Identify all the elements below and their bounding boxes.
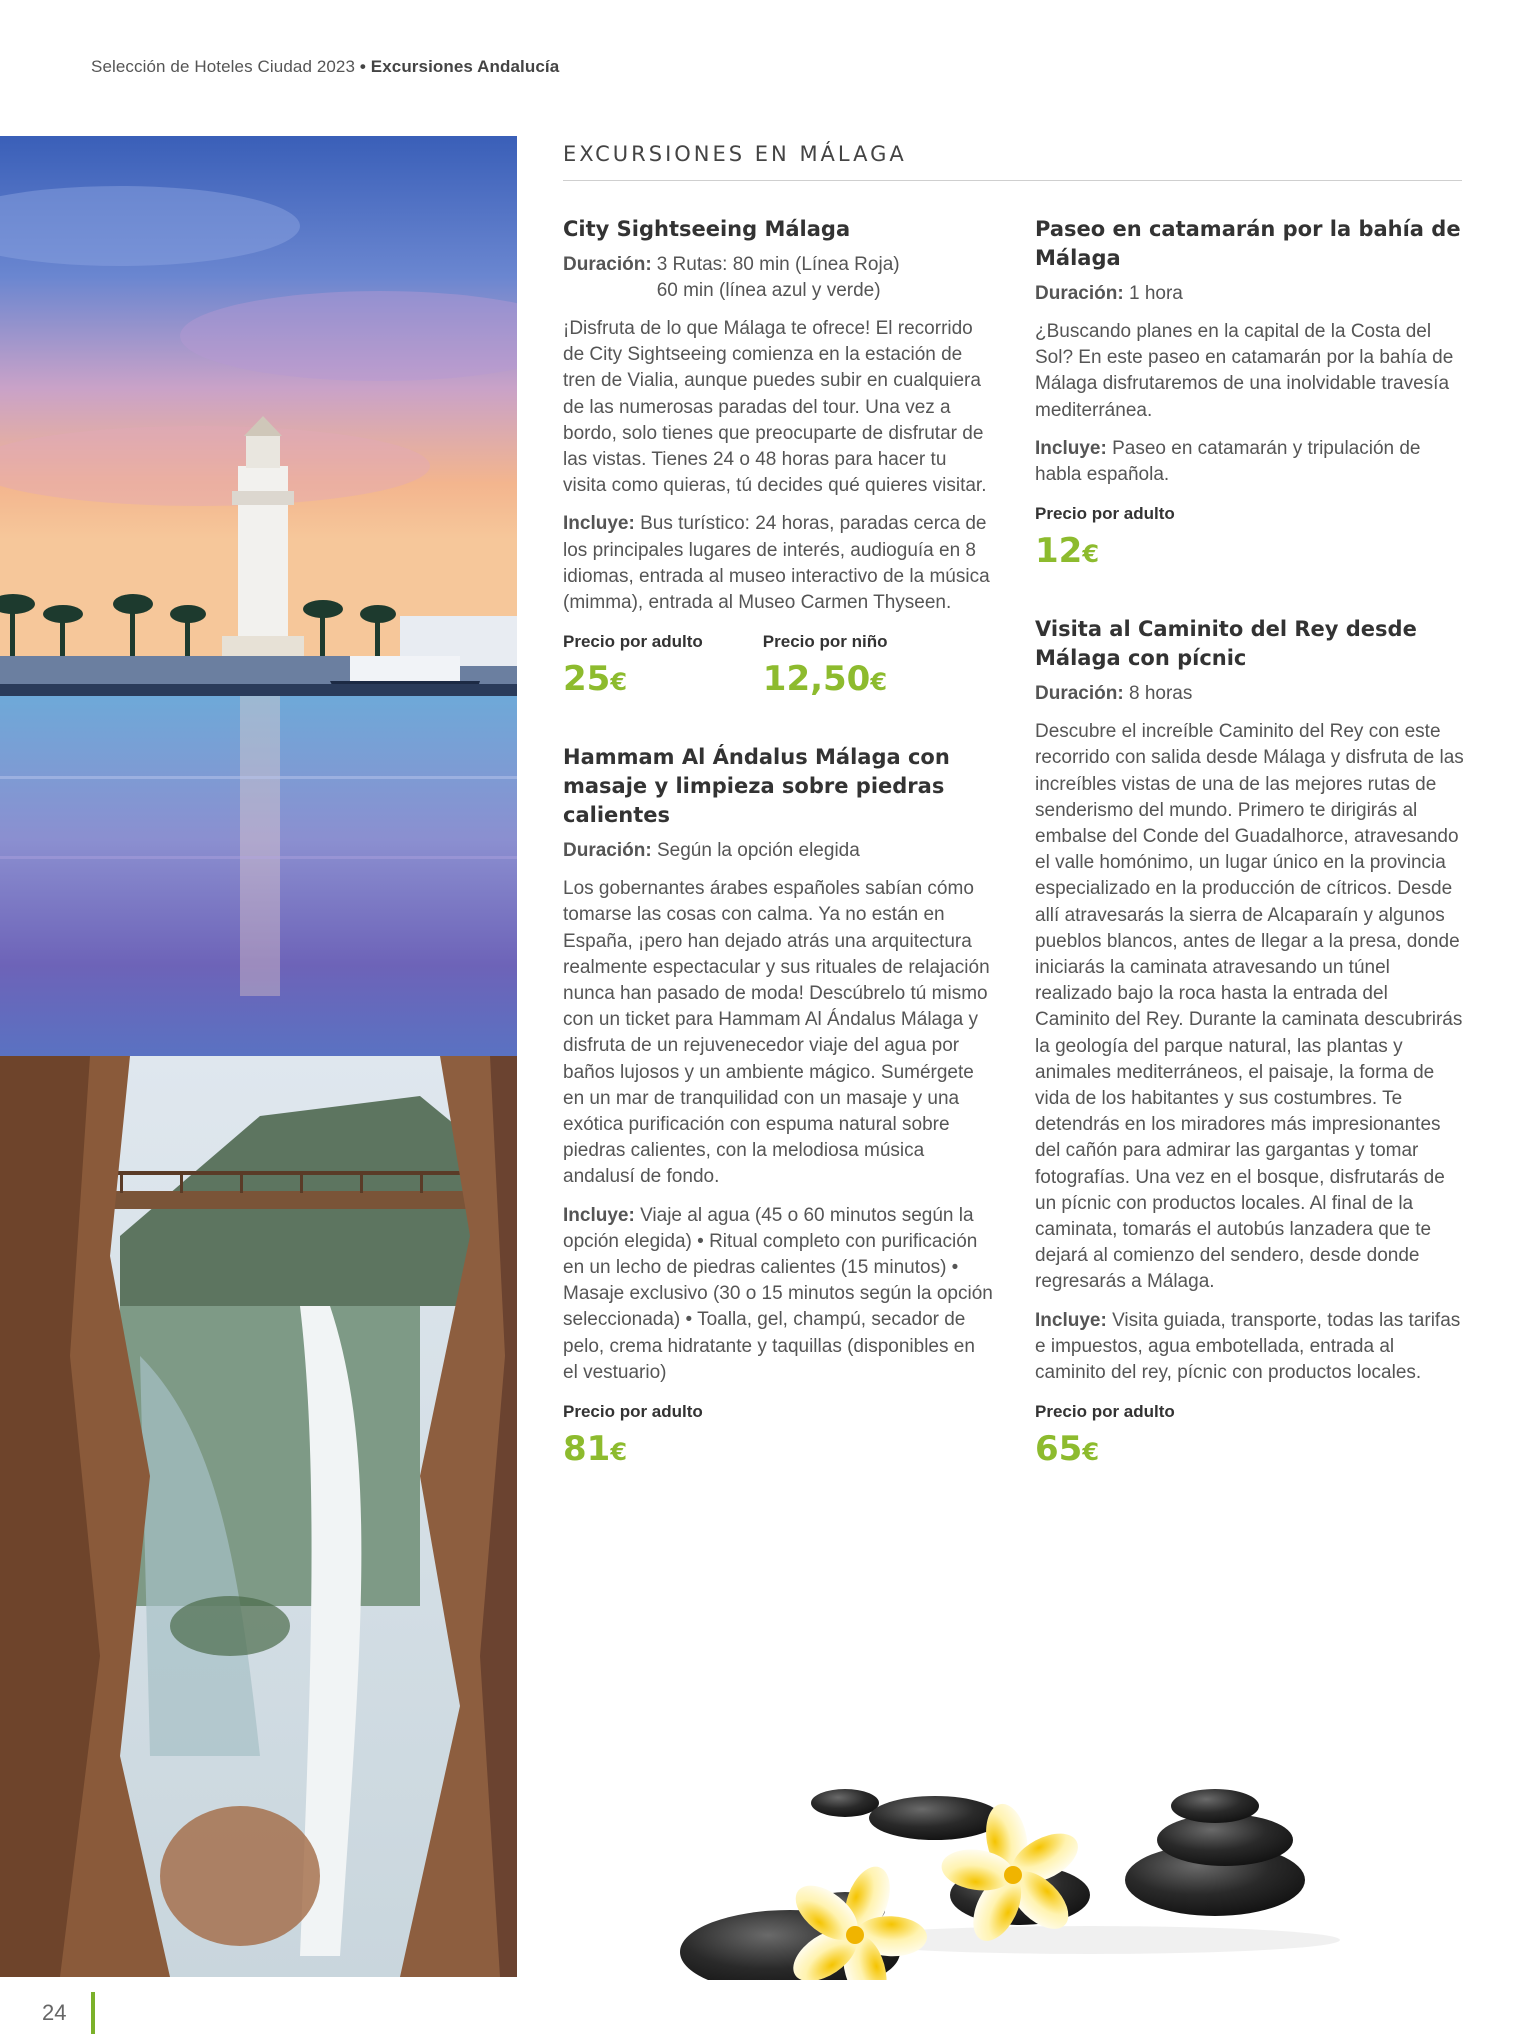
price-adult: 81€ xyxy=(563,1429,628,1470)
excursion-hammam xyxy=(563,743,993,1473)
price-child-block xyxy=(763,632,888,703)
price-child: 12,50€ xyxy=(762,659,888,700)
price-adult-block xyxy=(563,1402,703,1473)
duration-label: Duración: xyxy=(1035,683,1124,705)
excursion-includes xyxy=(1035,436,1465,488)
excursion-title: Visita al Caminito del Rey desde Málaga con pícnic xyxy=(1035,617,1417,671)
price-row xyxy=(563,632,993,703)
malaga-lighthouse-photo xyxy=(0,136,517,1056)
excursion-description: Descubre el increíble Caminito del Rey con este recorrido con salida desde Málaga y disfruta de las increíbles vistas de una de las mejores rutas de senderismo del mundo. Primero te dirigirás al embalse del Conde del Guadalhorce, atravesando el valle homónimo, un lugar único en la provincia especializado en la producción de cítricos. Desde allí atravesarás la sierra de Alcaparaín y algunos pueblos blancos, antes de llegar a la presa, donde iniciarás la caminata atravesando un túnel realizado bajo la roca hasta la entrada del Caminito del Rey. Durante la caminata descubrirás la geología del parque natural, las plantas y animales mediterráneos, el paisaje, la forma de vida de los habitantes y sus costumbres. Te detendrás en los miradores más impresionantes del cañón para admirar las gargantas y tomar fotografías. Una vez en el bosque, disfrutarás de un pícnic con productos locales. Al final de la caminata, tomarás el autobús lanzadera que te dejará al comienzo del sendero, desde donde regresarás a Málaga. xyxy=(1035,721,1464,1293)
excursion-title: Hammam Al Ándalus Málaga con masaje y limpieza sobre piedras calientes xyxy=(563,745,950,828)
hot-stones-illustration xyxy=(670,1700,1350,1980)
duration-label: Duración: xyxy=(563,254,652,275)
price-adult: 12€ xyxy=(1035,531,1100,572)
section-divider xyxy=(563,180,1462,181)
price-adult-block xyxy=(1035,504,1175,575)
excursion-includes xyxy=(563,1203,993,1386)
duration-value: 1 hora xyxy=(1128,283,1183,304)
excursion-duration xyxy=(1035,681,1465,707)
duration-label: Duración: xyxy=(1035,283,1124,304)
duration-label: Duración: xyxy=(563,840,652,862)
price-row xyxy=(1035,1402,1465,1473)
includes-text: Visita guiada, transporte, todas las tarifas e impuestos, agua embotellada, entrada al caminito del rey, pícnic con productos locales. xyxy=(1035,1309,1461,1384)
caminito-del-rey-photo xyxy=(0,1056,517,1977)
page-number-accent-bar xyxy=(91,1992,95,2034)
excursion-duration xyxy=(563,252,993,304)
duration-value: Según la opción elegida xyxy=(656,840,860,862)
includes-label: Incluye: xyxy=(563,1204,635,1226)
running-title: Selección de Hoteles Ciudad 2023 xyxy=(91,57,356,76)
price-adult-label: Precio por adulto xyxy=(563,1402,703,1422)
price-adult-block xyxy=(1035,1402,1175,1473)
price-adult: 65€ xyxy=(1035,1429,1100,1470)
excursion-title: Paseo en catamarán por la bahía de Málaga xyxy=(1035,217,1461,270)
price-adult-label: Precio por adulto xyxy=(1035,504,1175,524)
excursion-title: City Sightseeing Málaga xyxy=(563,217,851,241)
price-child-label: Precio por niño xyxy=(762,632,888,652)
running-header xyxy=(91,57,559,77)
running-separator: • xyxy=(359,57,366,76)
right-column xyxy=(1035,215,1465,1513)
price-row xyxy=(1035,504,1465,575)
excursion-description: ¿Buscando planes en la capital de la Costa del Sol? En este paseo en catamarán por la bahía de Málaga disfrutaremos de una inolvidable travesía mediterránea. xyxy=(1035,321,1454,421)
includes-label: Incluye: xyxy=(563,513,635,535)
excursion-catamaran xyxy=(1035,215,1465,575)
page-number: 24 xyxy=(42,2000,67,2025)
price-row xyxy=(563,1402,993,1473)
price-adult-block xyxy=(563,632,703,703)
price-adult: 25€ xyxy=(563,659,628,700)
price-adult-label: Precio por adulto xyxy=(1035,1402,1175,1422)
excursion-description: Los gobernantes árabes españoles sabían cómo tomarse las cosas con calma. Ya no están en España, ¡pero han dejado atrás una arquitectura realmente espectacular y sus rituales de relajación nunca han pasado de moda! Descúbrelo tú mismo con un ticket para Hammam Al Ándalus Málaga y disfruta de un rejuvenecedor viaje del agua por baños lujosos y un ambiente mágico. Sumérgete en un mar de tranquilidad con un masaje y una exótica purificación con espuma natural sobre piedras calientes, con la melodiosa música andalusí de fondo. xyxy=(563,878,990,1188)
duration-value-line-2: 60 min (línea azul y verde) xyxy=(656,280,881,301)
excursion-caminito-del-rey xyxy=(1035,615,1465,1473)
duration-value: 8 horas xyxy=(1128,683,1193,705)
excursion-duration xyxy=(1035,281,1465,307)
includes-text: Viaje al agua (45 o 60 minutos según la opción elegida) • Ritual completo con purificación en un lecho de piedras calientes (15 minutos) • Masaje exclusivo (30 o 15 minutos según la opción seleccionada) • Toalla, gel, champú, secador de pelo, crema hidratante y taquillas (disponibles en el vestuario) xyxy=(563,1204,993,1383)
excursion-duration xyxy=(563,838,993,864)
excursion-includes xyxy=(563,511,993,616)
left-column xyxy=(563,215,993,1513)
includes-label: Incluye: xyxy=(1035,1309,1107,1331)
includes-label: Incluye: xyxy=(1035,437,1107,459)
section-title: EXCURSIONES EN MÁLAGA xyxy=(563,142,907,166)
running-section: Excursiones Andalucía xyxy=(370,57,560,76)
excursion-description: ¡Disfruta de lo que Málaga te ofrece! El recorrido de City Sightseeing comienza en la estación de tren de Vialia, aunque puedes subir en cualquiera de las numerosas paradas del tour. Una vez a bordo, solo tienes que preocuparte de disfrutar de las vistas. Tienes 24 o 48 horas para hacer tu visita como quieras, tú decides qué quieres visitar. xyxy=(563,318,987,497)
price-adult-label: Precio por adulto xyxy=(563,632,703,652)
duration-value-line-1: 3 Rutas: 80 min (Línea Roja) xyxy=(656,254,900,275)
includes-text: Bus turístico: 24 horas, paradas cerca de los principales lugares de interés, audioguía en 8 idiomas, entrada al museo interactivo de la música (mimma), entrada al Museo Carmen Thyseen. xyxy=(563,513,990,614)
includes-text: Paseo en catamarán y tripulación de habla española. xyxy=(1035,437,1421,486)
excursion-city-sightseeing xyxy=(563,215,993,703)
excursion-includes xyxy=(1035,1308,1465,1387)
